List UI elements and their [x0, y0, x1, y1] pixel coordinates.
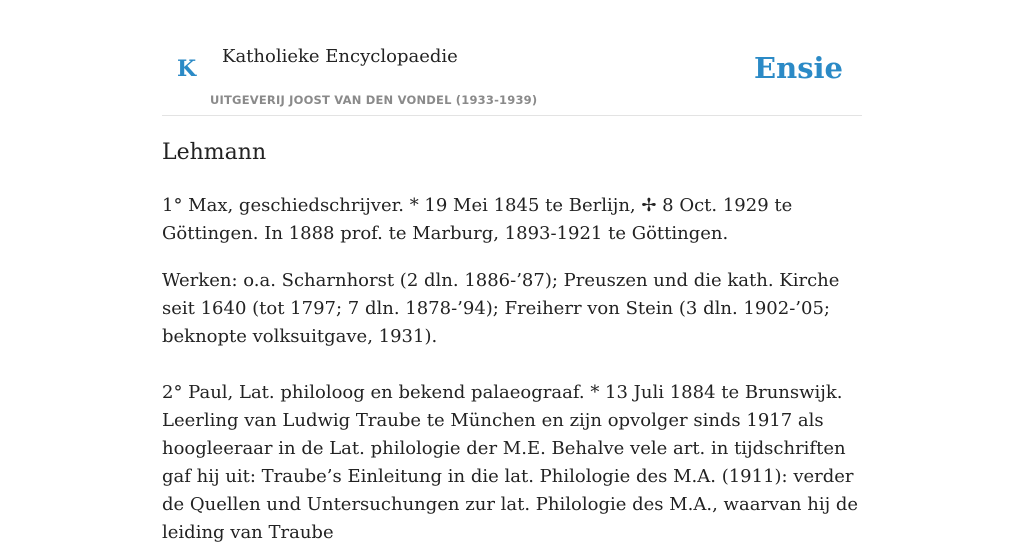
page: [162, 0, 862, 543]
site-title[interactable]: Katholieke Encyclopaedie: [222, 46, 458, 67]
site-header: [162, 0, 862, 116]
site-logo-icon[interactable]: K: [177, 56, 197, 82]
article-paragraph-1: 1° Max, geschiedschrijver. * 19 Mei 1845 te Berlijn, ✢ 8 Oct. 1929 te Göttingen. In 1888 prof. te Marburg, 1893-1921 te Göttingen.: [162, 195, 793, 244]
article-paragraph-2: Werken: o.a. Scharnhorst (2 dln. 1886-’87); Preuszen und die kath. Kirche seit 1640 (tot 1797; 7 dln. 1878-’94); Freiherr von Stein (3 dln. 1902-’05; beknopte volksuitgave, 1931).: [162, 270, 840, 347]
ensie-brand-link[interactable]: Ensie: [754, 51, 843, 85]
article-title: Lehmann: [162, 140, 267, 165]
article-paragraph-3: 2° Paul, Lat. philoloog en bekend palaeograaf. * 13 Juli 1884 te Brunswijk. Leerling van Ludwig Traube te München en zijn opvolger sinds 1917 als hoogleeraar in de Lat. philologie der M.E. Behalve vele art. in tijdschriften gaf hij uit: Traube’s Einleitung in die lat. Philologie des M.A. (1911): verder de Quellen und Untersuchungen zur lat. Philologie des M.A., waarvan hij de leiding van Traube: [162, 382, 859, 543]
publisher-label: UITGEVERIJ JOOST VAN DEN VONDEL (1933-1939): [210, 93, 538, 107]
